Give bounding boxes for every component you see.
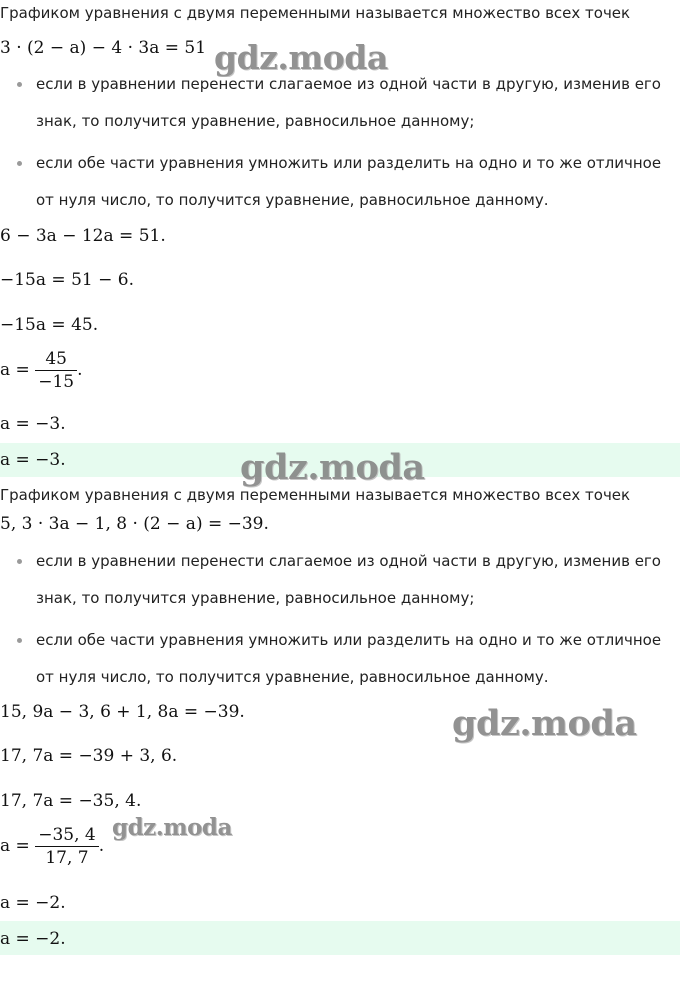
- watermark-logo: gdz.moda: [214, 38, 388, 77]
- fraction-denominator: −15: [38, 372, 75, 392]
- watermark-logo: gdz.moda: [452, 703, 637, 744]
- bullet-rule-4: [36, 622, 678, 696]
- fraction-lhs: a =: [0, 360, 30, 380]
- step-1-1: 6 − 3a − 12a = 51.: [0, 226, 166, 246]
- fraction-line-1: [0, 348, 83, 393]
- fraction: [35, 348, 77, 393]
- step-2-1: 15, 9a − 3, 6 + 1, 8a = −39.: [0, 702, 245, 722]
- bullet-rule-text: если обе части уравнения умножить или разделить на одно и то же отличное от нуля число, то получится уравнение, равносильное данному.: [36, 154, 662, 209]
- intro-text-1: Графиком уравнения с двумя переменными называется множество всех точек: [0, 4, 631, 22]
- result-1: a = −3.: [0, 414, 66, 434]
- bullet-rule-3: [36, 543, 678, 617]
- bullet-rule-text: если в уравнении перенести слагаемое из одной части в другую, изменив его знак, то получится уравнение, равносильное данному;: [36, 75, 661, 130]
- fraction-tail: .: [98, 836, 105, 856]
- step-2-3: 17, 7a = −35, 4.: [0, 791, 142, 811]
- answer-1: a = −3.: [0, 450, 66, 470]
- fraction-line-2: [0, 824, 104, 869]
- answer-band-2: [0, 921, 680, 955]
- bullet-rule-text: если обе части уравнения умножить или разделить на одно и то же отличное от нуля число, то получится уравнение, равносильное данному.: [36, 631, 662, 686]
- fraction-numerator: −35, 4: [35, 824, 99, 847]
- bullet-dot-icon: [17, 82, 22, 87]
- step-1-3: −15a = 45.: [0, 315, 99, 335]
- bullet-dot-icon: [17, 638, 22, 643]
- fraction-denominator: 17, 7: [45, 848, 89, 868]
- equation-2: 5, 3 · 3a − 1, 8 · (2 − a) = −39.: [0, 514, 269, 534]
- watermark-logo: gdz.moda: [112, 814, 232, 841]
- step-2-2: 17, 7a = −39 + 3, 6.: [0, 746, 178, 766]
- bullet-rule-1: [36, 66, 678, 140]
- intro-text-2: Графиком уравнения с двумя переменными называется множество всех точек: [0, 486, 631, 504]
- bullet-dot-icon: [17, 161, 22, 166]
- fraction-tail: .: [77, 360, 83, 380]
- answer-2: a = −2.: [0, 929, 66, 949]
- bullet-dot-icon: [17, 559, 22, 564]
- fraction-numerator: 45: [35, 348, 77, 371]
- bullet-rule-2: [36, 145, 678, 219]
- result-2: a = −2.: [0, 893, 66, 913]
- equation-1: 3 · (2 − a) − 4 · 3a = 51: [0, 38, 207, 58]
- fraction: [35, 824, 99, 869]
- watermark-logo: gdz.moda: [240, 447, 425, 488]
- fraction-lhs: a =: [0, 836, 30, 856]
- step-1-2: −15a = 51 − 6.: [0, 270, 134, 290]
- bullet-rule-text: если в уравнении перенести слагаемое из одной части в другую, изменив его знак, то получится уравнение, равносильное данному;: [36, 552, 661, 607]
